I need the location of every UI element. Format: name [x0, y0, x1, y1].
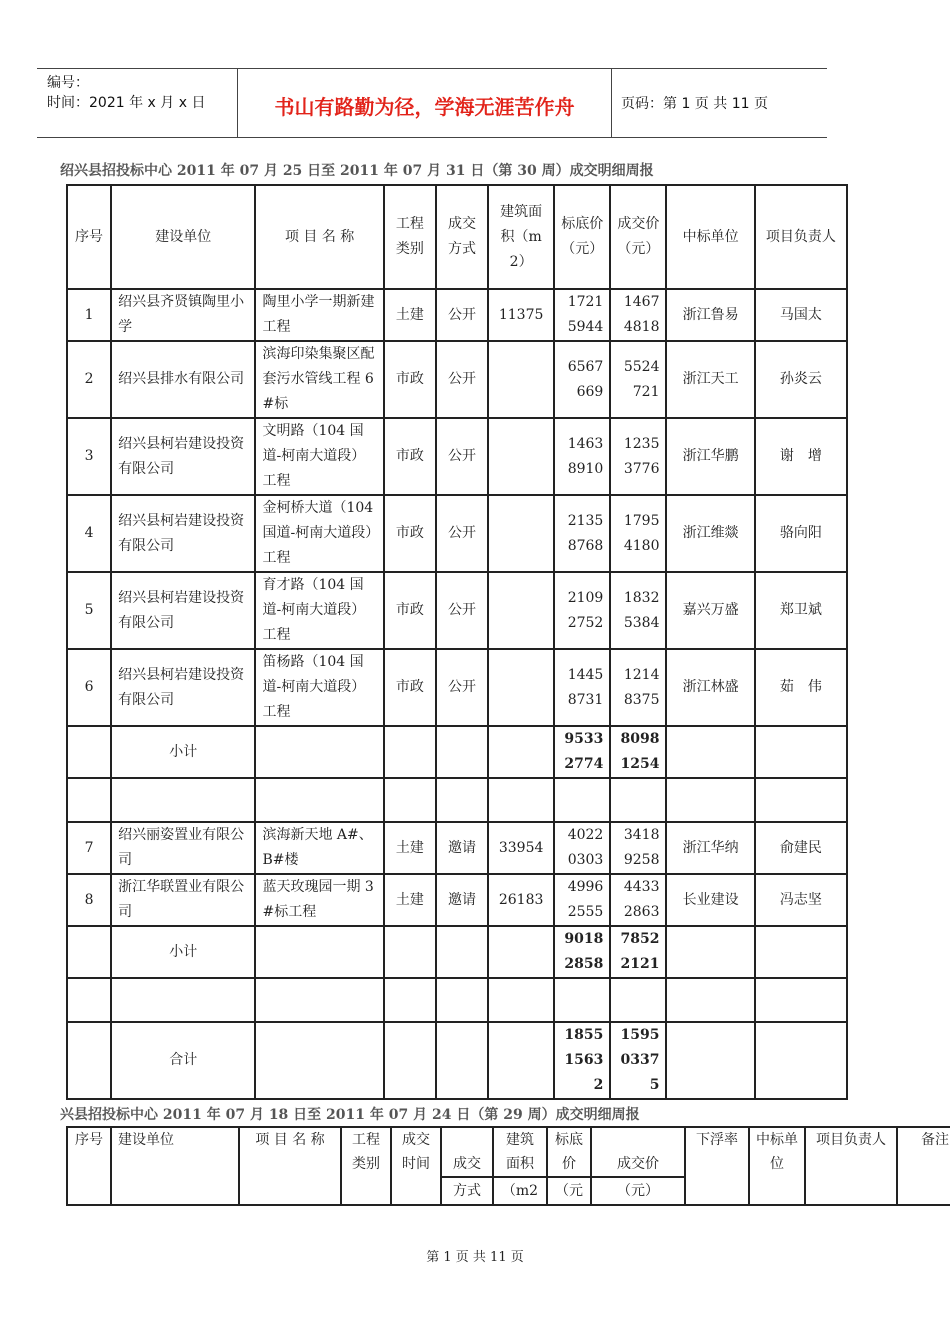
cell-manager: 骆向阳 — [755, 495, 847, 572]
cell-project: 笛杨路（104 国道-柯南大道段）工程 — [255, 649, 383, 726]
subtotal-deal: 80981254 — [610, 726, 666, 778]
cell-seq: 6 — [67, 649, 111, 726]
table1-title: 绍兴县招投标中心 2011 年 07 月 25 日至 2011 年 07 月 31 日（第 30 周）成交明细周报 — [60, 163, 654, 179]
cell-winner: 嘉兴万盛 — [666, 572, 754, 649]
subtotal-base: 90182858 — [554, 926, 610, 978]
cell-deal: 12353776 — [610, 418, 666, 495]
subtotal-row — [67, 926, 847, 978]
cell-type: 市政 — [384, 495, 436, 572]
header-float: 下浮率 — [685, 1127, 749, 1205]
cell-manager: 谢 增 — [755, 418, 847, 495]
cell-area — [488, 649, 554, 726]
table-row — [67, 649, 847, 726]
cell-deal: 34189258 — [610, 822, 666, 874]
cell-unit: 绍兴县柯岩建设投资有限公司 — [111, 495, 255, 572]
header-deal: 成交价 — [591, 1127, 685, 1177]
cell-winner: 浙江鲁易 — [666, 289, 754, 341]
header-note: 备注 — [897, 1127, 950, 1205]
cell-seq: 5 — [67, 572, 111, 649]
cell-unit: 绍兴县齐贤镇陶里小学 — [111, 289, 255, 341]
time-label: 时间：2021 年 x 月 x 日 — [47, 95, 206, 111]
table-row — [67, 572, 847, 649]
cell-area — [488, 418, 554, 495]
cell-unit: 绍兴县排水有限公司 — [111, 341, 255, 418]
weekly-report-table-30 — [66, 184, 848, 1100]
header-page-label: 页码：第 1 页 共 11 页 — [621, 96, 768, 112]
cell-project: 滨海印染集聚区配套污水管线工程 6#标 — [255, 341, 383, 418]
cell-mode: 公开 — [436, 418, 488, 495]
cell-deal: 18325384 — [610, 572, 666, 649]
cell-unit: 绍兴丽姿置业有限公司 — [111, 822, 255, 874]
cell-base: 14638910 — [554, 418, 610, 495]
cell-manager: 冯志坚 — [755, 874, 847, 926]
table-row — [67, 289, 847, 341]
table2-title: 兴县招投标中心 2011 年 07 月 18 日至 2011 年 07 月 24 日（第 29 周）成交明细周报 — [60, 1107, 640, 1123]
header-area: 建筑面积 — [493, 1127, 547, 1177]
cell-deal: 17954180 — [610, 495, 666, 572]
cell-manager: 孙炎云 — [755, 341, 847, 418]
cell-type: 市政 — [384, 649, 436, 726]
cell-seq: 1 — [67, 289, 111, 341]
cell-area: 11375 — [488, 289, 554, 341]
cell-manager: 马国太 — [755, 289, 847, 341]
cell-area: 26183 — [488, 874, 554, 926]
table-header-row — [67, 1127, 950, 1177]
cell-area — [488, 341, 554, 418]
table-row — [67, 874, 847, 926]
cell-project: 文明路（104 国道-柯南大道段）工程 — [255, 418, 383, 495]
cell-base: 14458731 — [554, 649, 610, 726]
cell-seq: 4 — [67, 495, 111, 572]
cell-seq: 3 — [67, 418, 111, 495]
cell-deal: 12148375 — [610, 649, 666, 726]
cell-base: 21358768 — [554, 495, 610, 572]
table-row — [67, 822, 847, 874]
header-project: 项 目 名 称 — [255, 185, 383, 289]
cell-base: 21092752 — [554, 572, 610, 649]
header-base-sub: （元 — [547, 1177, 591, 1205]
table-row — [67, 341, 847, 418]
cell-mode: 邀请 — [436, 874, 488, 926]
header-seq: 序号 — [67, 1127, 111, 1205]
table-header-row — [67, 185, 847, 289]
cell-deal: 5524721 — [610, 341, 666, 418]
cell-base: 40220303 — [554, 822, 610, 874]
page-header — [37, 68, 827, 138]
cell-unit: 绍兴县柯岩建设投资有限公司 — [111, 418, 255, 495]
subtotal-label: 小计 — [111, 726, 255, 778]
header-manager: 项目负责人 — [805, 1127, 897, 1205]
cell-unit: 绍兴县柯岩建设投资有限公司 — [111, 572, 255, 649]
total-label: 合计 — [111, 1022, 255, 1099]
cell-seq: 7 — [67, 822, 111, 874]
header-deal-sub: （元） — [591, 1177, 685, 1205]
header-motto: 书山有路勤为径，学海无涯苦作舟 — [274, 95, 575, 119]
code-label: 编号： — [47, 75, 89, 91]
header-type: 工程类别 — [341, 1127, 391, 1205]
total-deal: 159503375 — [610, 1022, 666, 1099]
cell-mode: 公开 — [436, 572, 488, 649]
subtotal-base: 95332774 — [554, 726, 610, 778]
header-type: 工程类别 — [384, 185, 436, 289]
subtotal-deal: 78522121 — [610, 926, 666, 978]
header-unit: 建设单位 — [111, 1127, 239, 1205]
subtotal-row — [67, 726, 847, 778]
header-winner: 中标单位 — [666, 185, 754, 289]
cell-seq: 8 — [67, 874, 111, 926]
cell-winner: 浙江华鹏 — [666, 418, 754, 495]
header-mode: 成交 — [441, 1127, 493, 1177]
subtotal-label: 小计 — [111, 926, 255, 978]
cell-unit: 浙江华联置业有限公司 — [111, 874, 255, 926]
cell-base: 6567669 — [554, 341, 610, 418]
header-deal: 成交价（元） — [610, 185, 666, 289]
weekly-report-table-29 — [66, 1126, 950, 1206]
header-seq: 序号 — [67, 185, 111, 289]
header-mode: 成交方式 — [436, 185, 488, 289]
cell-project: 育才路（104 国道-柯南大道段）工程 — [255, 572, 383, 649]
cell-unit: 绍兴县柯岩建设投资有限公司 — [111, 649, 255, 726]
header-area-sub: （m2 — [493, 1177, 547, 1205]
cell-mode: 公开 — [436, 649, 488, 726]
cell-type: 市政 — [384, 572, 436, 649]
total-base: 185515632 — [554, 1022, 610, 1099]
header-base: 标底价（元） — [554, 185, 610, 289]
cell-type: 土建 — [384, 822, 436, 874]
header-mode-sub: 方式 — [441, 1177, 493, 1205]
cell-deal: 44332863 — [610, 874, 666, 926]
cell-winner: 浙江天工 — [666, 341, 754, 418]
table-row — [67, 418, 847, 495]
cell-mode: 邀请 — [436, 822, 488, 874]
cell-mode: 公开 — [436, 495, 488, 572]
page-footer: 第 1 页 共 11 页 — [426, 1250, 524, 1265]
cell-type: 土建 — [384, 289, 436, 341]
blank-row — [67, 978, 847, 1022]
header-meta — [47, 73, 205, 113]
cell-project: 滨海新天地 A#、B#楼 — [255, 822, 383, 874]
cell-winner: 长业建设 — [666, 874, 754, 926]
cell-area — [488, 572, 554, 649]
cell-type: 市政 — [384, 418, 436, 495]
cell-project: 金柯桥大道（104 国道-柯南大道段）工程 — [255, 495, 383, 572]
header-area: 建筑面积（m2） — [488, 185, 554, 289]
cell-manager: 茹 伟 — [755, 649, 847, 726]
cell-mode: 公开 — [436, 289, 488, 341]
cell-mode: 公开 — [436, 341, 488, 418]
cell-project: 陶里小学一期新建工程 — [255, 289, 383, 341]
header-manager: 项目负责人 — [755, 185, 847, 289]
header-divider — [611, 69, 612, 137]
header-unit: 建设单位 — [111, 185, 255, 289]
cell-base: 17215944 — [554, 289, 610, 341]
cell-winner: 浙江林盛 — [666, 649, 754, 726]
cell-manager: 郑卫斌 — [755, 572, 847, 649]
cell-type: 市政 — [384, 341, 436, 418]
header-winner: 中标单位 — [749, 1127, 805, 1205]
header-project: 项 目 名 称 — [239, 1127, 341, 1205]
table-row — [67, 495, 847, 572]
cell-winner: 浙江华纳 — [666, 822, 754, 874]
cell-manager: 俞建民 — [755, 822, 847, 874]
cell-area — [488, 495, 554, 572]
cell-type: 土建 — [384, 874, 436, 926]
cell-base: 49962555 — [554, 874, 610, 926]
cell-area: 33954 — [488, 822, 554, 874]
cell-winner: 浙江维燚 — [666, 495, 754, 572]
header-base: 标底价 — [547, 1127, 591, 1177]
header-time: 成交时间 — [391, 1127, 441, 1205]
cell-seq: 2 — [67, 341, 111, 418]
total-row — [67, 1022, 847, 1099]
cell-deal: 14674818 — [610, 289, 666, 341]
cell-project: 蓝天玫瑰园一期 3#标工程 — [255, 874, 383, 926]
blank-row — [67, 778, 847, 822]
